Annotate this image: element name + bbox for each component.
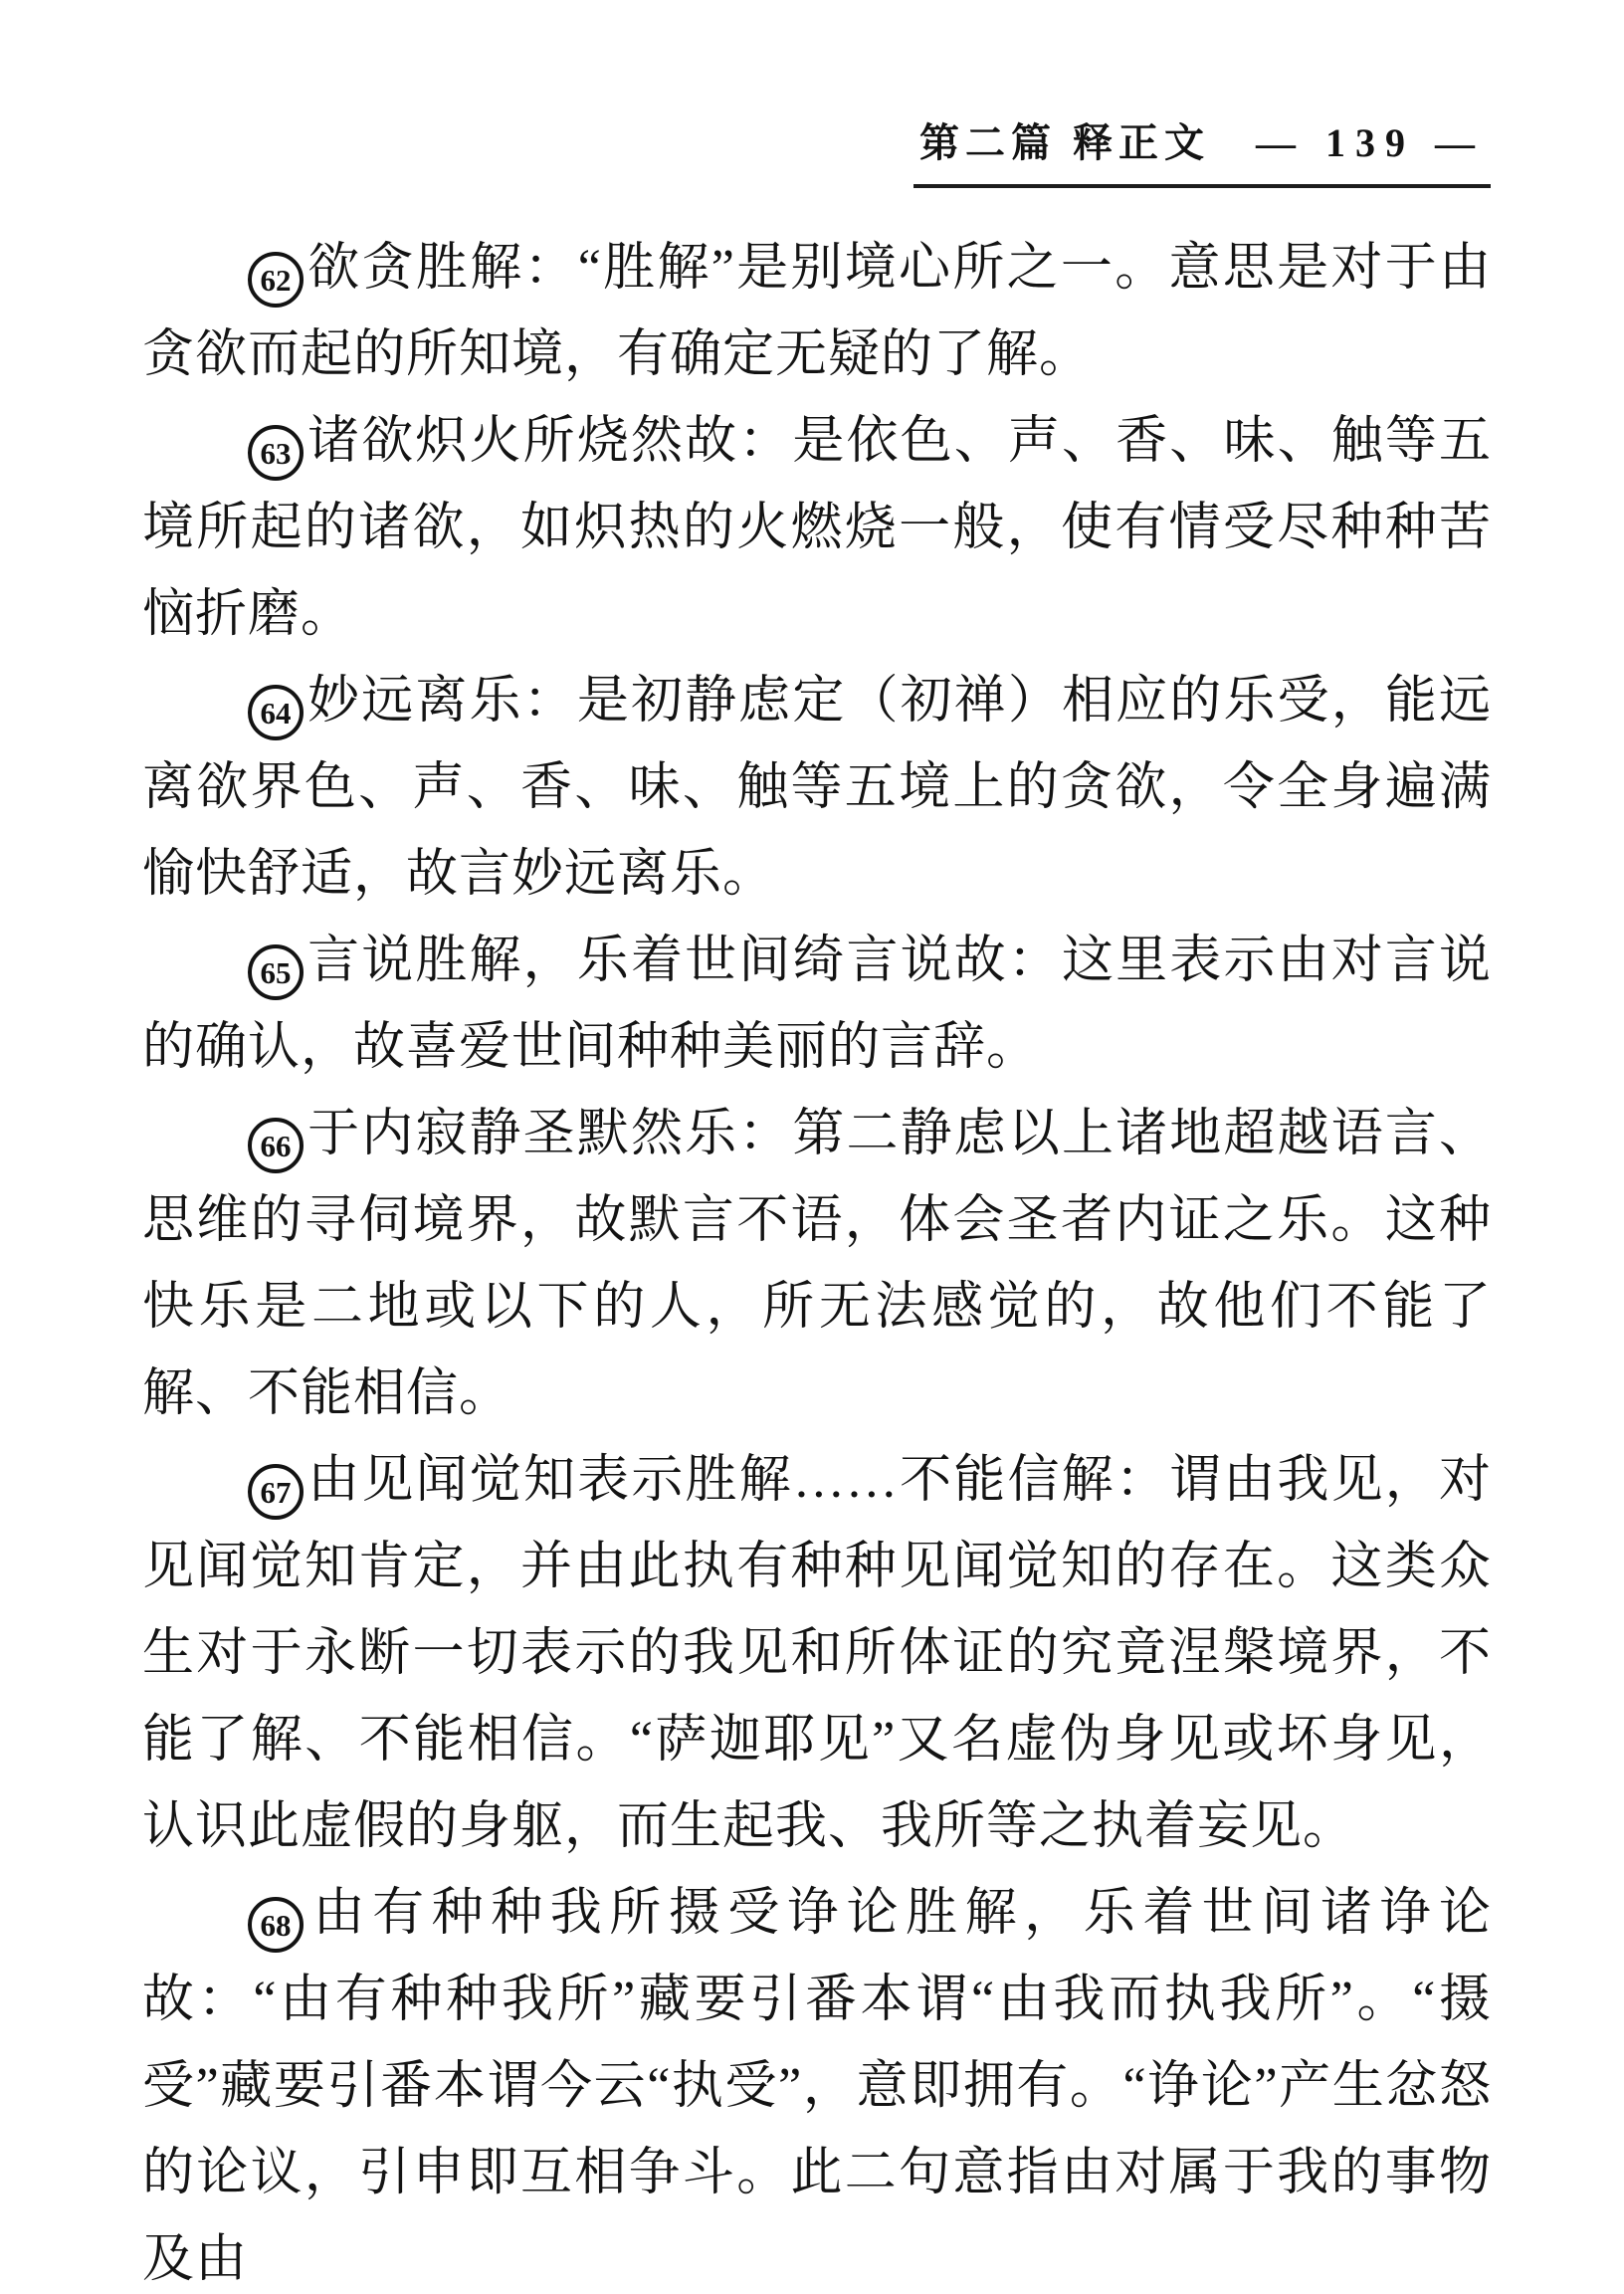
circled-number-67: 67: [248, 1464, 304, 1520]
paragraph-text-68: 由有种种我所摄受诤论胜解，乐着世间诸诤论故：“由有种种我所”藏要引番本谓“由我而执我所”。“摄受”藏要引番本谓今云“执受”，意即拥有。“诤论”产生忿怒的论议，引申即互相争斗。此二句意指由对属于我的事物及由: [142, 1885, 1492, 2288]
annotation-paragraph-64: [142, 658, 1492, 918]
paragraph-text-65: 言说胜解，乐着世间绮言说故：这里表示由对言说的确认，故喜爱世间种种美丽的言辞。: [142, 933, 1492, 1076]
paragraph-text-63: 诸欲炽火所烧然故：是依色、声、香、味、触等五境所起的诸欲，如炽热的火燃烧一般，使有情受尽种种苦恼折磨。: [142, 413, 1492, 643]
page-header: [914, 111, 1491, 188]
circled-number-63: 63: [248, 425, 304, 481]
annotation-paragraph-66: [142, 1091, 1492, 1437]
circled-number-65: 65: [248, 944, 304, 1000]
page-number: — 139 —: [1256, 120, 1485, 165]
paragraph-text-62: 欲贪胜解：“胜解”是别境心所之一。意思是对于由贪欲而起的所知境，有确定无疑的了解。: [142, 240, 1492, 383]
annotation-paragraph-63: [142, 398, 1492, 658]
annotation-paragraph-65: [142, 918, 1492, 1091]
page-header-inner: [914, 111, 1491, 188]
paragraph-text-64: 妙远离乐：是初静虑定（初禅）相应的乐受，能远离欲界色、声、香、味、触等五境上的贪欲，令全身遍满愉快舒适，故言妙远离乐。: [142, 673, 1492, 903]
section-title: 第二篇 释正文: [919, 120, 1210, 165]
annotation-paragraph-68: [142, 1870, 1492, 2294]
paragraph-text-67: 由见闻觉知表示胜解……不能信解：谓由我见，对见闻觉知肯定，并由此执有种种见闻觉知的存在。这类众生对于永断一切表示的我见和所体证的究竟涅槃境界，不能了解、不能相信。“萨迦耶见”又名虚伪身见或坏身见，认识此虚假的身躯，而生起我、我所等之执着妄见。: [142, 1452, 1492, 1855]
annotation-paragraph-62: [142, 225, 1492, 398]
circled-number-62: 62: [248, 252, 304, 308]
circled-number-68: 68: [248, 1897, 304, 1953]
circled-number-64: 64: [248, 685, 304, 740]
circled-number-66: 66: [248, 1118, 304, 1173]
paragraph-text-66: 于内寂静圣默然乐：第二静虑以上诸地超越语言、思维的寻伺境界，故默言不语，体会圣者内证之乐。这种快乐是二地或以下的人，所无法感觉的，故他们不能了解、不能相信。: [142, 1106, 1492, 1422]
page-body: [142, 225, 1492, 2294]
annotation-paragraph-67: [142, 1437, 1492, 1870]
